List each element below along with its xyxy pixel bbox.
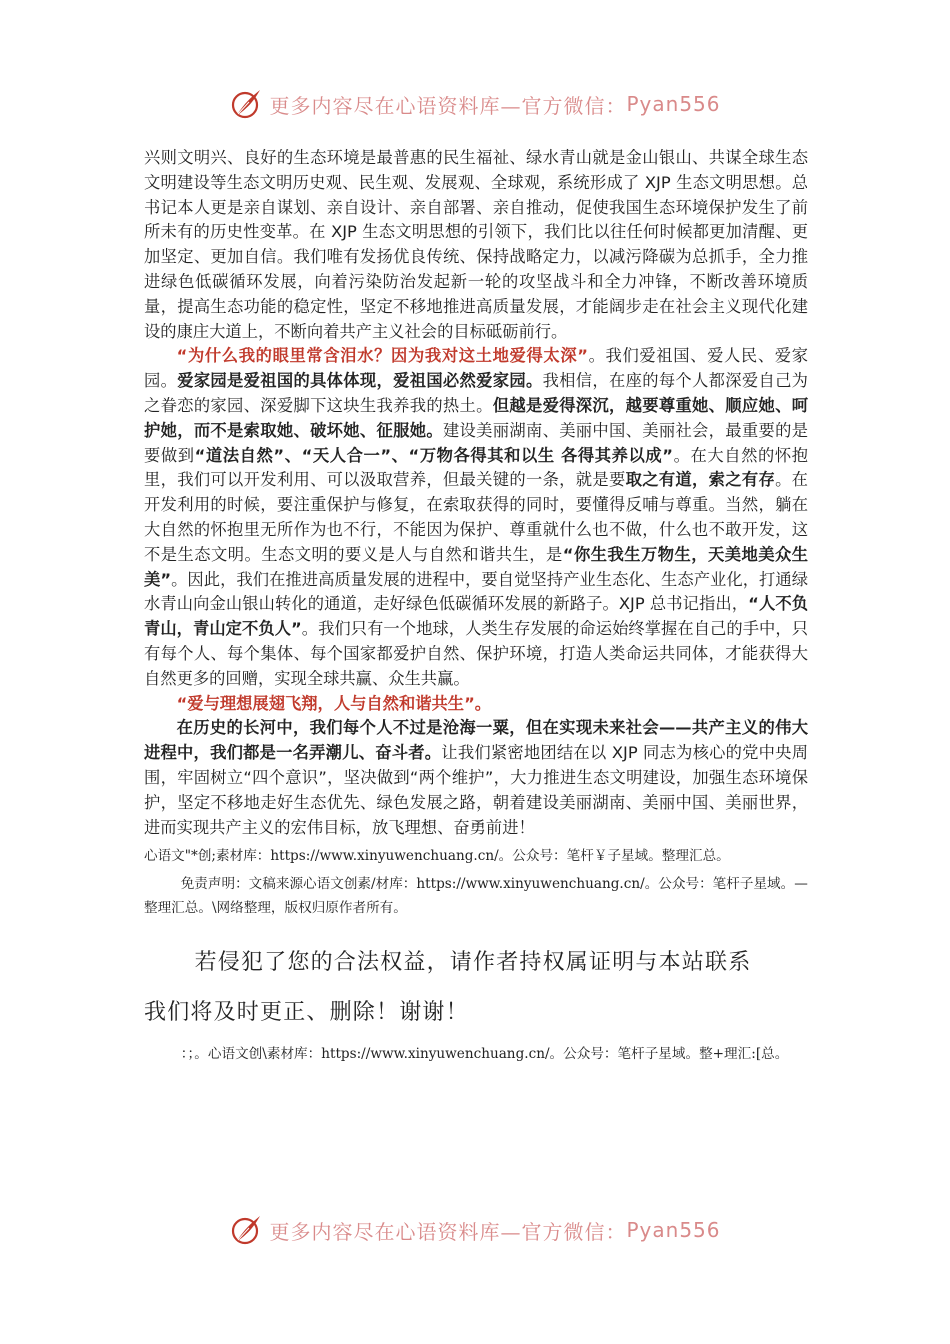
paragraph-2-text-7: 。我们只有一个地球，人类生存发展的命运始终掌握在自己的手中，只有每个人、每个集体、每个国家都爱护自然、保护环境，打造人类命运共同体，才能获得大自然更多的回赠，实现全球共赢、众生共赢。 <box>144 619 808 688</box>
banner-wechat-id: Pyan556 <box>626 1218 721 1242</box>
disclaimer-note: 免责声明：文稿来源心语文创素/材库：https://www.xinyuwenchuang.cn/。公众号：笔杆子星域。—整理汇总。\网络整理，版权归原作者所有。 <box>144 876 808 917</box>
paragraph-2-text-4: 。在大自然的怀抱里，我们可以开发利用、可以汲取营养，但最关键的一条，就是要 <box>144 445 808 490</box>
paragraph-2-text-5: 。在开发利用的时候，要注重保护与修复，在索取获得的同时，要懂得反哺与尊重。当然，躺在大自然的怀抱里无所作为也不行，不能因为保护、尊重就什么也不做，什么也不敢开发，这不是生态文明。生态文明的要义是人与自然和谐共生，是 <box>144 470 808 564</box>
paragraph-2-bold-3: “道法自然”、“天人合一”、“万物各得其和以生 各得其养以成” <box>194 445 673 465</box>
document-body <box>144 146 808 1066</box>
paragraph-1 <box>144 146 808 344</box>
infringement-notice: 若侵犯了您的合法权益，请作者持权属证明与本站联系 <box>194 950 752 976</box>
banner-text: 更多内容尽在心语资料库—官方微信： <box>269 1219 627 1244</box>
paragraph-2-bold-6: “人不负青山，青山定不负人” <box>144 594 808 639</box>
footer-watermark <box>0 1210 950 1250</box>
paragraph-2-text-3: 建设美丽湖南、美丽中国、美丽社会，最重要的是要做到 <box>144 420 808 465</box>
paragraph-2-text-6: 。因此，我们在推进高质量发展的进程中，要自觉坚持产业生态化、生态产业化，打通绿水青山向金山银山转化的通道，走好绿色低碳循环发展的新路子。XJP 总书记指出， <box>144 569 809 614</box>
paragraph-1-text: 兴则文明兴、良好的生态环境是最普惠的民生福祉、绿水青山就是金山银山、共谋全球生态文明建设等生态文明历史观、民生观、发展观、全球观，系统形成了 XJP 生态文明思想。总书记本人更是亲自谋划、亲自设计、亲自部署、亲自推动，促使我国生态环境保护发生了前所未有的历史性变革。在 XJP 生态文明思想的引领下，我们比以往任何时候都更加清醒、更加坚定、更加自信。我们唯有发扬优良传统、保持战略定力，以减污降碳为总抓手，全力推进绿色低碳循环发展，向着污染防治发起新一轮的攻坚战斗和全力冲锋，不断改善环境质量，提高生态功能的稳定性，坚定不移地推进高质量发展，才能阔步走在社会主义现代化建设的康庄大道上，不断向着共产主义社会的目标砥砺前行。 <box>144 148 808 341</box>
paragraph-3 <box>144 692 808 717</box>
source-note-2: ：；。心语文创\素材库：https://www.xinyuwenchuang.cn/。公众号：笔杆子星域。整+理汇:[总。 <box>180 1046 789 1063</box>
source-note-1: 心语文"*创;素材库：https://www.xinyuwenchuang.cn/。公众号：笔杆￥子星域。整理汇总。 <box>144 848 730 865</box>
paragraph-4-text: 让我们紧密地团结在以 XJP 同志为核心的党中央周围，牢固树立“四个意识”，坚决做到“两个维护”，大力推进生态文明建设，加强生态环境保护，坚定不移地走好生态优先、绿色发展之路，朝着建设美丽湖南、美丽中国、美丽世界，进而实现共产主义的宏伟目标，放飞理想、奋勇前进！ <box>144 743 808 837</box>
paragraph-2-text-2: 我相信，在座的每个人都深爱自己为之眷恋的家园、深爱脚下这块生我养我的热土。 <box>144 371 808 415</box>
paragraph-2-bold-1: 爱家园是爱祖国的具体体现，爱祖国必然爱家园。 <box>177 371 543 391</box>
paragraph-2-text-1: 。我们爱祖国、爱人民、爱家园。 <box>144 346 808 391</box>
banner-text: 更多内容尽在心语资料库—官方微信： <box>269 93 627 118</box>
paragraph-2-bold-4: 取之有道，索之有存 <box>625 470 776 490</box>
quote-heading-2: “爱与理想展翅飞翔，人与自然和谐共生”。 <box>176 693 492 713</box>
quill-logo-icon <box>229 87 263 121</box>
paragraph-2-bold-2: 但越是爱得深沉，越要尊重她、顺应她、呵护她，而不是索取她、破坏她、征服她。 <box>144 395 808 440</box>
quill-logo-icon <box>229 1213 263 1247</box>
paragraph-4-bold: 在历史的长河中，我们每个人不过是沧海一粟，但在实现未来社会——共产主义的伟大进程中，我们都是一名弄潮儿、奋斗者。 <box>144 718 808 763</box>
paragraph-2 <box>144 344 808 691</box>
banner-wechat-id: Pyan556 <box>626 92 721 116</box>
paragraph-4 <box>144 716 808 840</box>
paragraph-2-bold-5: “你生我生万物生，天美地美众生美” <box>144 544 808 589</box>
quote-heading-1: “为什么我的眼里常含泪水？因为我对这土地爱得太深” <box>176 346 588 366</box>
correction-notice: 我们将及时更正、删除！谢谢！ <box>144 1000 469 1026</box>
header-watermark <box>0 84 950 124</box>
